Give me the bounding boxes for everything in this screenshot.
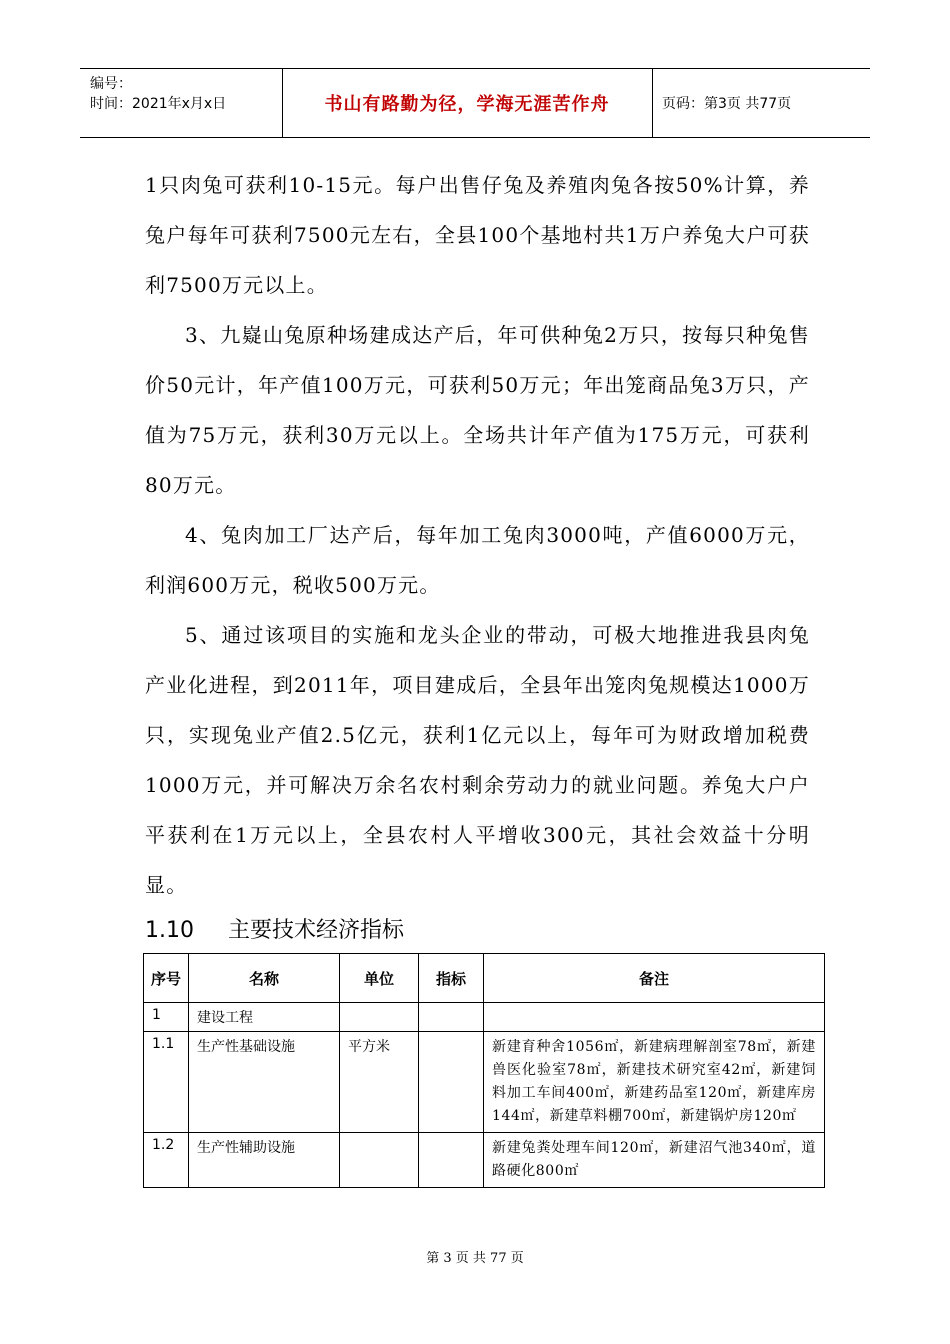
cell-seq: 1.2 (144, 1133, 189, 1188)
cell-name: 生产性基础设施 (189, 1032, 340, 1133)
section-title: 主要技术经济指标 (227, 918, 404, 943)
header-meta (80, 69, 283, 137)
paragraph: 5、通过该项目的实施和龙头企业的带动，可极大地推进我县肉兔产业化进程，到2011年，项目建成后，全县年出笼肉兔规模达1000万只，实现兔业产值2.5亿元，获利1亿元以上，每年可为财政增加税费1000万元，并可解决万余名农村剩余劳动力的就业问题。养兔大户户平获利在1万元以上，全县农村人平增收300元，其社会效益十分明显。 (145, 623, 810, 897)
table-row (144, 1032, 825, 1133)
page-info: 页码：第3页 共77页 (662, 96, 792, 112)
section-number: 1.10 (145, 918, 194, 943)
column-header-name: 名称 (189, 954, 340, 1003)
date-label: 时间：2021年x月x日 (90, 96, 227, 112)
column-header-seq: 序号 (144, 954, 189, 1003)
cell-unit (340, 1133, 419, 1188)
cell-name: 建设工程 (189, 1003, 340, 1032)
page-header (80, 68, 870, 138)
footer-page-number: 第 3 页 共 77 页 (426, 1251, 524, 1266)
column-header-note: 备注 (484, 954, 825, 1003)
cell-unit: 平方米 (340, 1032, 419, 1133)
serial-label: 编号： (90, 76, 132, 92)
cell-indicator (419, 1133, 484, 1188)
cell-name: 生产性辅助设施 (189, 1133, 340, 1188)
cell-seq: 1 (144, 1003, 189, 1032)
header-page-cell (652, 69, 870, 137)
page-footer (0, 1247, 950, 1266)
cell-note: 新建兔粪处理车间120㎡，新建沼气池340㎡，道路硬化800㎡ (484, 1133, 825, 1188)
paragraph: 3、九嶷山兔原种场建成达产后，年可供种兔2万只，按每只种兔售价50元计，年产值100万元，可获利50万元；年出笼商品兔3万只，产值为75万元，获利30万元以上。全场共计年产值为175万元，可获利80万元。 (145, 323, 810, 497)
cell-seq: 1.1 (144, 1032, 189, 1133)
section-heading (145, 913, 404, 944)
body-text (145, 160, 810, 910)
cell-indicator (419, 1003, 484, 1032)
cell-unit (340, 1003, 419, 1032)
column-header-unit: 单位 (340, 954, 419, 1003)
paragraph: 1只肉兔可获利10-15元。每户出售仔兔及养殖肉兔各按50%计算，养兔户每年可获利7500元左右，全县100个基地村共1万户养兔大户可获利7500万元以上。 (145, 173, 810, 297)
table-row (144, 1133, 825, 1188)
column-header-indicator: 指标 (419, 954, 484, 1003)
table-row (144, 1003, 825, 1032)
table-header-row (144, 954, 825, 1003)
indicator-table (143, 953, 825, 1188)
header-motto-cell (282, 69, 653, 137)
paragraph: 4、兔肉加工厂达产后，每年加工兔肉3000吨，产值6000万元，利润600万元，税收500万元。 (145, 523, 810, 597)
cell-indicator (419, 1032, 484, 1133)
cell-note (484, 1003, 825, 1032)
cell-note: 新建育种舍1056㎡，新建病理解剖室78㎡，新建兽医化验室78㎡，新建技术研究室42㎡，新建饲料加工车间400㎡，新建药品室120㎡，新建库房144㎡，新建草料棚700㎡，新建锅炉房120㎡ (484, 1032, 825, 1133)
motto: 书山有路勤为径，学海无涯苦作舟 (324, 94, 610, 115)
